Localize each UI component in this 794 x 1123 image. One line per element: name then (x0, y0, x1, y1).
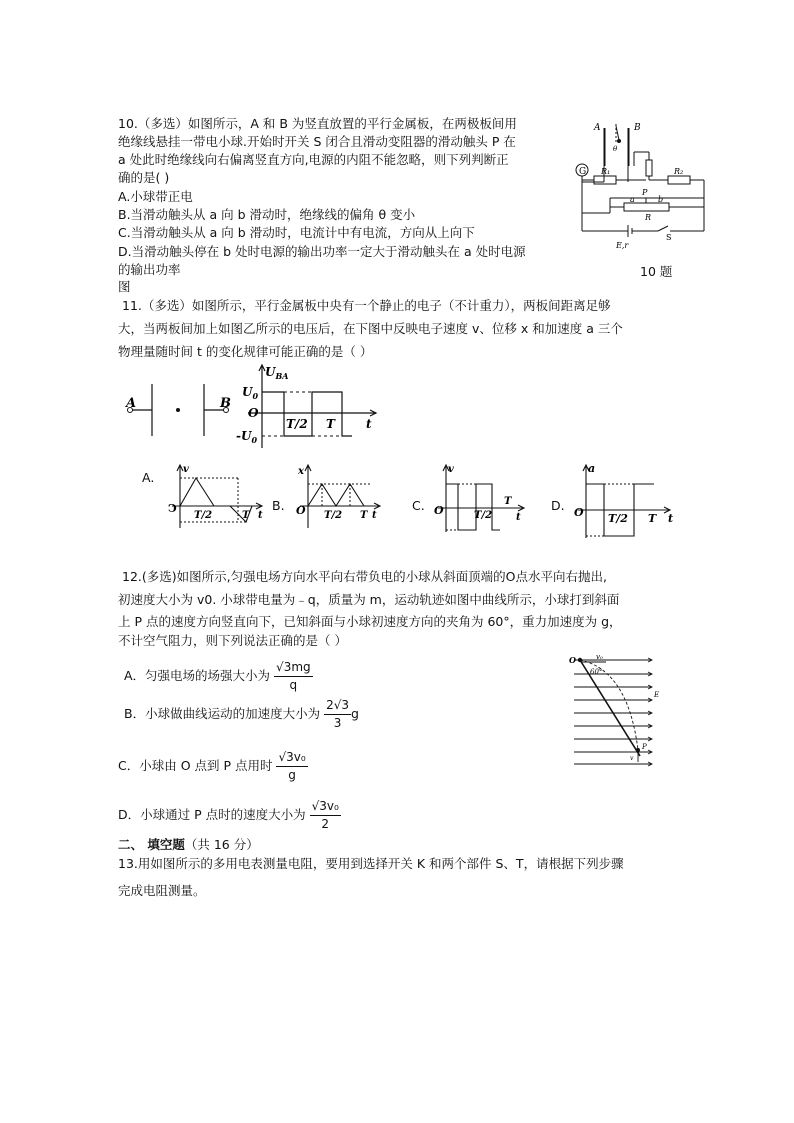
option-c-axis-label: v (448, 464, 454, 475)
option-c-half-period: T/2 (474, 510, 493, 521)
period-label: T (326, 417, 335, 431)
plate-a-label: A (594, 123, 601, 133)
q10-figure-caption: 10 题 (640, 264, 673, 279)
switch-label: S (666, 233, 672, 242)
option-d-origin: O (574, 506, 584, 519)
q12-option-b-text: B．小球做曲线运动的加速度大小为 (124, 706, 321, 721)
q12-option-b (124, 694, 359, 734)
q10-option-a: A.小球带正电 (118, 189, 193, 204)
q12-option-c-fraction (276, 749, 307, 784)
q12-option-a-text: A．匀强电场的场强大小为 (124, 668, 271, 683)
plate-b-label: B (634, 123, 641, 133)
plate-a-label: A (126, 396, 137, 411)
point-p-label: P (642, 743, 647, 751)
fraction-denominator: g (288, 768, 296, 782)
option-a-time: t (258, 510, 263, 521)
q11-line: 11.（多选）如图所示，平行金属板中央有一个静止的电子（不计重力），两板间距离足够 (122, 298, 611, 313)
option-c-time: t (516, 512, 521, 523)
q12-line: 上 P 点的速度方向竖直向下，已知斜面与小球初速度方向的夹角为 60°，重力加速度为 g， (118, 614, 622, 629)
q13-line: 完成电阻测量。 (118, 883, 206, 898)
q12-option-a (124, 656, 313, 696)
fraction-numerator: 2√3 (324, 697, 351, 715)
option-b-half-period: T/2 (324, 510, 343, 521)
fraction-numerator: √3v₀ (310, 798, 341, 816)
field-label: E (654, 691, 660, 699)
option-a-origin: Ↄ (168, 502, 177, 515)
time-axis-label: t (366, 417, 372, 431)
option-d-half-period: T/2 (608, 512, 628, 525)
option-d-time: t (668, 512, 674, 525)
option-b-origin: O (296, 504, 306, 517)
q11-option-a-letter: A. (142, 470, 155, 485)
q10-circuit-diagram (572, 118, 712, 258)
origin-label: O (248, 406, 259, 420)
q12-line: 初速度大小为 v0. 小球带电量为﹣q，质量为 m，运动轨迹如图中曲线所示，小球打到斜面 (118, 592, 620, 607)
section-heading (118, 836, 259, 853)
fraction-denominator: 3 (333, 716, 342, 730)
q11-plates-figure (120, 380, 240, 440)
rheostat-label: R (645, 213, 652, 222)
fraction-denominator: q (289, 678, 298, 692)
section-score: （共 16 分） (184, 837, 259, 852)
q10-option-d: D.当滑动触头停在 b 处时电源的输出功率一定大于滑动触头在 a 处时电源 (118, 244, 526, 259)
r2-label: R₂ (674, 167, 684, 176)
option-d-axis-label: a (588, 462, 596, 475)
q11-voltage-graph (228, 362, 388, 452)
fraction-numerator: √3mg (274, 659, 313, 677)
theta-label: θ (613, 145, 618, 153)
q10-line: 绝缘线悬挂一带电小球.开始时开关 S 闭合且滑动变阻器的滑动触头 P 在 (118, 134, 516, 149)
option-c-period: T (504, 496, 512, 507)
q12-option-a-fraction (274, 659, 313, 694)
q12-option-c (118, 746, 308, 786)
q10-line: 10.（多选）如图所示，A 和 B 为竖直放置的平行金属板，在两极板间用 (118, 116, 517, 131)
q11-line: 大，当两板间加上如图乙所示的电压后，在下图中反映电子速度 v、位移 x 和加速度 a 三个 (118, 321, 623, 336)
fraction-denominator: 2 (321, 817, 330, 831)
q10-option-c: C.当滑动触头从 a 向 b 滑动时，电流计中有电流，方向从上向下 (118, 225, 475, 240)
q12-option-b-fraction (324, 697, 351, 732)
velocity-label: v (630, 755, 634, 762)
q12-option-d-fraction (310, 798, 341, 833)
q12-electric-field-figure (566, 650, 666, 770)
q10-line: 的输出功率 (118, 262, 181, 277)
galvanometer-label: G (579, 167, 587, 177)
option-b-time: t (372, 510, 377, 521)
r1-label: R₁ (601, 167, 611, 176)
battery-label: E,r (616, 241, 629, 250)
q11-option-c-graph (430, 462, 530, 536)
option-a-half-period: T/2 (194, 510, 213, 521)
u0-label: $U_0$ (242, 385, 259, 401)
q11-line: 物理量随时间 t 的变化规律可能正确的是（ ） (118, 344, 373, 359)
q10-line: 图 (118, 279, 131, 294)
option-b-axis-label: x (298, 466, 304, 477)
slider-p-label: P (642, 188, 648, 197)
q11-option-b-graph (290, 462, 390, 532)
q12-line: 12.(多选)如图所示,匀强电场方向水平向右带负电的小球从斜面顶端的O点水平向右抛出, (122, 569, 607, 584)
option-a-period: T (242, 510, 250, 521)
slider-a-label: a (630, 195, 635, 204)
q10-line: a 处此时绝缘线向右偏离竖直方向,电源的内阻不能忽略，则下列判断正 (118, 152, 509, 167)
q13-line: 13.用如图所示的多用电表测量电阻，要用到选择开关 K 和两个部件 S、T，请根据下列步骤 (118, 856, 624, 871)
q12-option-b-suffix: g (350, 706, 359, 721)
option-a-axis-label: v (183, 464, 189, 475)
q12-option-d-text: D．小球通过 P 点时的速度大小为 (118, 807, 306, 822)
angle-label: 60° (590, 668, 603, 676)
q10-option-b: B.当滑动触头从 a 向 b 滑动时，绝缘线的偏角 θ 变小 (118, 207, 416, 222)
plate-b-label: B (220, 396, 231, 411)
fraction-numerator: √3v₀ (276, 749, 307, 767)
point-o-label: O (569, 655, 576, 665)
slider-b-label: b (658, 195, 664, 204)
voltage-axis-label: $U_{BA}$ (265, 365, 289, 381)
q12-option-d (118, 795, 341, 835)
option-b-period: T (360, 510, 368, 521)
section-title: 二、 填空题 (118, 837, 185, 852)
q11-option-a-graph (166, 462, 266, 532)
q12-line: 不计空气阻力，则下列说法正确的是（ ） (118, 633, 347, 648)
v0-label: v₀ (596, 653, 603, 661)
option-d-period: T (648, 512, 657, 525)
half-period-label: T/2 (286, 417, 308, 431)
neg-u0-label: $-U_0$ (236, 429, 258, 445)
q12-option-c-text: C．小球由 O 点到 P 点用时 (118, 758, 273, 773)
q11-option-d-letter: D. (551, 498, 565, 513)
option-c-origin: O (434, 504, 444, 517)
q10-line: 确的是( ) (118, 170, 170, 185)
q11-option-d-graph (570, 462, 680, 542)
q11-option-b-letter: B. (272, 498, 285, 513)
q11-option-c-letter: C. (412, 498, 425, 513)
